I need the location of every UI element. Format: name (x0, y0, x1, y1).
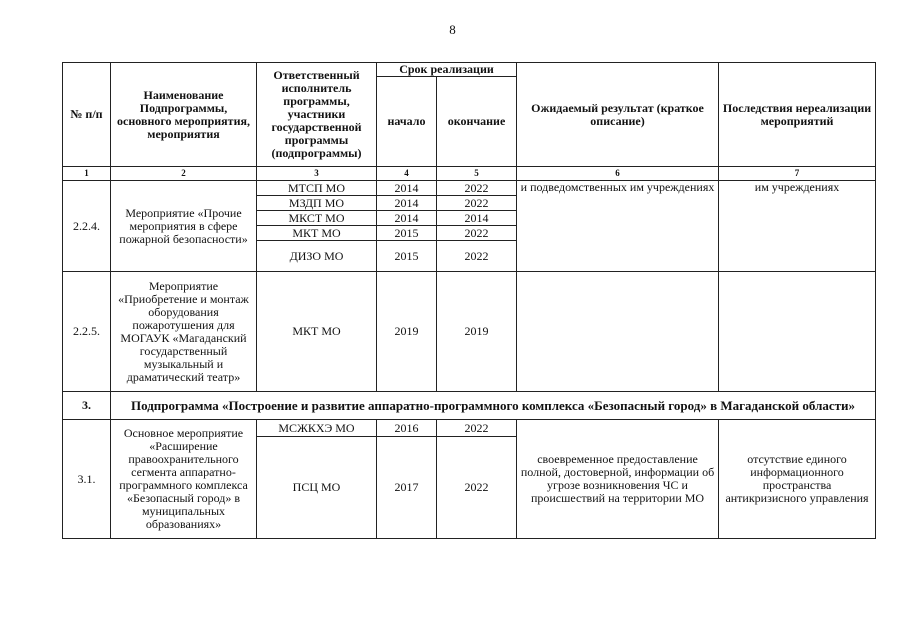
executor-end: 2022 (437, 420, 517, 437)
executor-org: ДИЗО МО (257, 241, 377, 272)
header-name: Наименование Подпрограммы, основного мероприятия, мероприятия (111, 63, 257, 167)
executor-end: 2022 (437, 181, 517, 196)
row-name: Основное мероприятие «Расширение правоохранительного сегмента аппаратно-программного комплекса «Безопасный город» в муниципальных образованиях» (111, 420, 257, 539)
col-number: 6 (517, 167, 719, 181)
row-name: Мероприятие «Приобретение и монтаж оборудования пожаротушения для МОГАУК «Магаданский государственный музыкальный и драматический театр» (111, 272, 257, 392)
col-number: 5 (437, 167, 517, 181)
executor-end: 2022 (437, 196, 517, 211)
row-name: Мероприятие «Прочие мероприятия в сфере пожарной безопасности» (111, 181, 257, 272)
executor-org: ПСЦ МО (257, 437, 377, 539)
executor-org: МКТ МО (257, 226, 377, 241)
executor-end: 2022 (437, 437, 517, 539)
col-number: 4 (377, 167, 437, 181)
header-end: окончание (437, 77, 517, 167)
col-number: 1 (63, 167, 111, 181)
executor-end: 2022 (437, 241, 517, 272)
col-number: 7 (719, 167, 876, 181)
row-number: 2.2.4. (63, 181, 111, 272)
executor-start: 2014 (377, 211, 437, 226)
program-table (62, 62, 876, 539)
row-number: 3.1. (63, 420, 111, 539)
header-period: Срок реализации (377, 63, 517, 77)
section-title: Подпрограмма «Построение и развитие аппаратно-программного комплекса «Безопасный город» в Магаданской области» (111, 392, 876, 420)
col-number: 3 (257, 167, 377, 181)
executor-start: 2015 (377, 241, 437, 272)
header-start: начало (377, 77, 437, 167)
row-result (517, 272, 719, 392)
row-result: своевременное предоставление полной, достоверной, информации об угрозе возникновения ЧС и происшествий на территории МО (517, 420, 719, 539)
executor-start: 2016 (377, 420, 437, 437)
executor-start: 2017 (377, 437, 437, 539)
executor-end: 2014 (437, 211, 517, 226)
row-consequences (719, 272, 876, 392)
executor-start: 2015 (377, 226, 437, 241)
executor-org: МЗДП МО (257, 196, 377, 211)
executor-org: МТСП МО (257, 181, 377, 196)
executor-org: МКТ МО (257, 272, 377, 392)
header-responsible: Ответственный исполнитель программы, участники государственной программы (подпрограммы) (257, 63, 377, 167)
row-consequences: им учреждениях (719, 181, 876, 272)
row-consequences: отсутствие единого информационного пространства антикризисного управления (719, 420, 876, 539)
header-num: № п/п (63, 63, 111, 167)
executor-end: 2022 (437, 226, 517, 241)
row-number: 2.2.5. (63, 272, 111, 392)
header-consequences: Последствия нереализации мероприятий (719, 63, 876, 167)
executor-org: МКСТ МО (257, 211, 377, 226)
row-result: и подведомственных им учреждениях (517, 181, 719, 272)
executor-start: 2014 (377, 181, 437, 196)
executor-org: МСЖКХЭ МО (257, 420, 377, 437)
executor-start: 2014 (377, 196, 437, 211)
executor-end: 2019 (437, 272, 517, 392)
section-number: 3. (63, 392, 111, 420)
col-number: 2 (111, 167, 257, 181)
header-result: Ожидаемый результат (краткое описание) (517, 63, 719, 167)
page-number: 8 (449, 22, 456, 37)
executor-start: 2019 (377, 272, 437, 392)
